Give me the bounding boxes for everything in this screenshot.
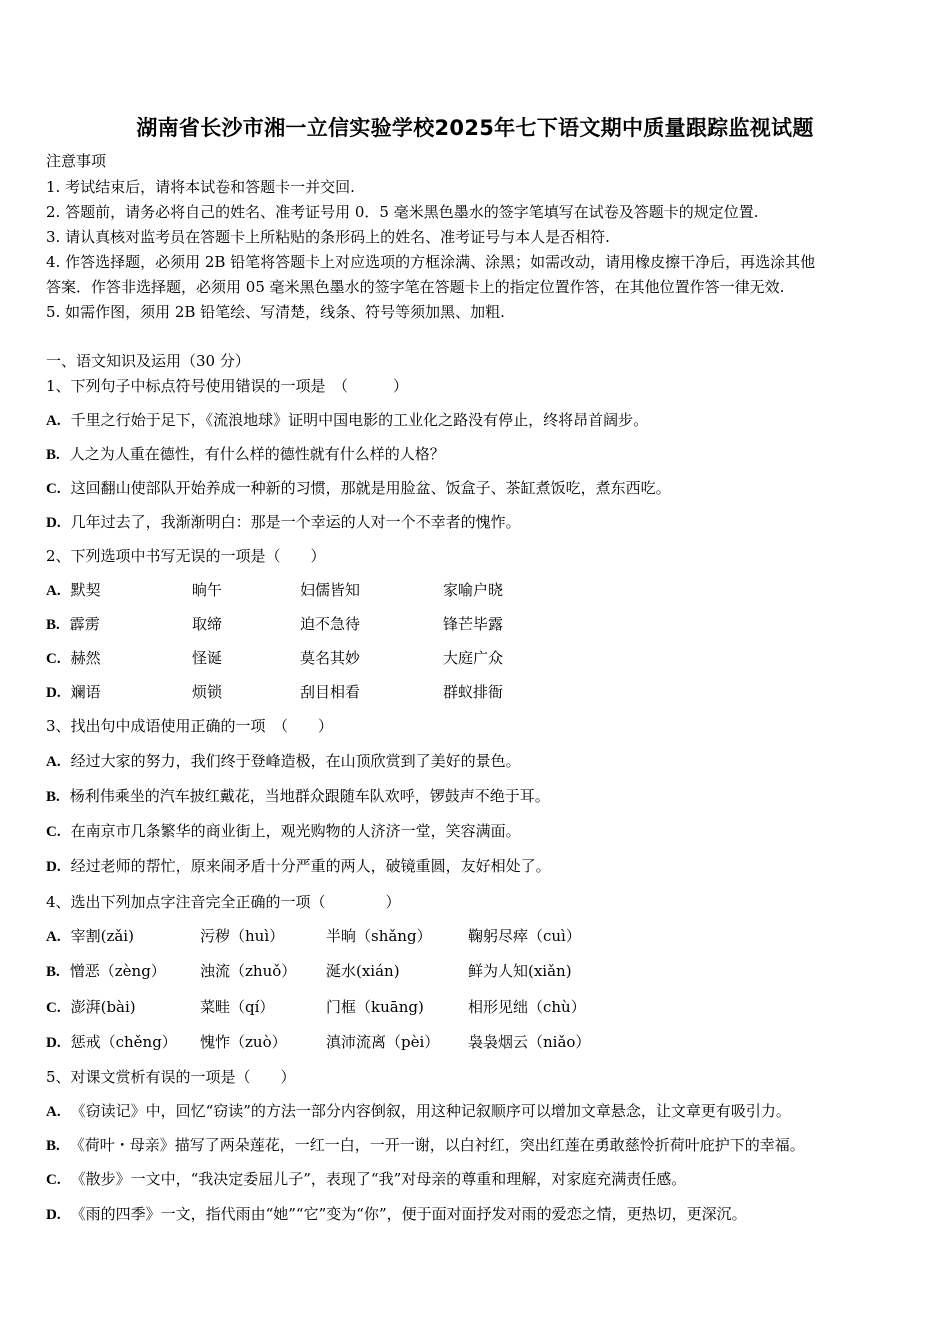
question-5-stem: 5、对课文赏析有误的一项是（ ） <box>46 1068 296 1086</box>
option-text: 《雨的四季》一文，指代雨由“她”“它”变为“你”，便于面对面抒发对雨的爱恋之情，更热切，更深沉。 <box>70 1205 747 1223</box>
notice-item: 4. 作答选择题，必须用 2B 铅笔将答题卡上对应选项的方框涂满、涂黑；如需改动，请用橡皮擦干净后，再选涂其他 <box>46 253 816 271</box>
option-word: 取缔 <box>192 615 223 633</box>
option-label: A. <box>46 1104 61 1120</box>
option-word: 默契 <box>70 581 101 599</box>
notice-item: 3. 请认真核对监考员在答题卡上所粘贴的条形码上的姓名、准考证号与本人是否相符. <box>46 228 610 246</box>
question-4-stem: 4、选出下列加点字注音完全正确的一项（ ） <box>46 893 401 911</box>
option-text: 几年过去了，我渐渐明白：那是一个幸运的人对一个不幸者的愧怍。 <box>70 513 521 531</box>
question-1-option-c <box>46 479 671 498</box>
option-label: D. <box>46 515 61 531</box>
option-label: B. <box>46 964 60 980</box>
option-word: 怪诞 <box>192 649 223 667</box>
question-3-option-c <box>46 822 521 841</box>
option-text: 杨利伟乘坐的汽车披红戴花，当地群众跟随车队欢呼，锣鼓声不绝于耳。 <box>69 787 550 805</box>
option-text: 经过大家的努力，我们终于登峰造极，在山顶欣赏到了美好的景色。 <box>70 752 521 770</box>
option-label: A. <box>46 583 61 599</box>
question-5-option-d <box>46 1205 747 1224</box>
exam-title: 湖南省长沙市湘一立信实验学校2025年七下语文期中质量跟踪监视试题 <box>136 116 814 140</box>
question-1-option-d <box>46 513 521 532</box>
question-2-option-c <box>46 649 101 668</box>
option-word: 迫不急待 <box>300 615 361 633</box>
option-word: 浊流（zhuǒ） <box>200 962 297 980</box>
option-word: 憎恶（zèng） <box>69 962 166 980</box>
option-label: D. <box>46 1035 61 1051</box>
option-word: 菜畦（qí） <box>200 998 275 1016</box>
option-label: C. <box>46 1000 61 1016</box>
option-text: 在南京市几条繁华的商业街上，观光购物的人济济一堂，笑容满面。 <box>70 822 521 840</box>
option-text: 千里之行始于足下，《流浪地球》证明中国电影的工业化之路没有停止，终将昂首阔步。 <box>70 411 649 429</box>
option-label: D. <box>46 685 61 701</box>
option-word: 晌午 <box>192 581 223 599</box>
option-word: 袅袅烟云（niǎo） <box>468 1033 591 1051</box>
option-text: 这回翻山使部队开始养成一种新的习惯，那就是用脸盆、饭盒子、茶缸煮饭吃，煮东西吃。 <box>70 479 671 497</box>
option-text: 《荷叶・母亲》描写了两朵莲花，一红一白，一开一谢，以白衬红，突出红莲在勇敢慈怜折荷叶庇护下的幸福。 <box>69 1136 805 1154</box>
option-label: C. <box>46 651 61 667</box>
question-5-option-c <box>46 1170 686 1189</box>
question-4-option-d <box>46 1033 177 1052</box>
option-label: C. <box>46 1172 61 1188</box>
notice-item: 1. 考试结束后，请将本试卷和答题卡一并交回. <box>46 178 355 196</box>
option-label: B. <box>46 1138 60 1154</box>
question-2-option-d <box>46 683 101 702</box>
notice-heading: 注意事项 <box>46 152 107 170</box>
question-2-stem: 2、下列选项中书写无误的一项是（ ） <box>46 547 326 565</box>
question-1-stem: 1、下列句子中标点符号使用错误的一项是 （ ） <box>46 377 409 395</box>
option-word: 烦锁 <box>192 683 223 701</box>
option-word: 群蚁排衙 <box>443 683 504 701</box>
option-text: 经过老师的帮忙，原来闹矛盾十分严重的两人，破镜重圆，友好相处了。 <box>70 857 551 875</box>
option-word: 惩戒（chěng） <box>70 1033 177 1051</box>
option-word: 家喻户晓 <box>443 581 504 599</box>
option-label: D. <box>46 1207 61 1223</box>
option-text: 《窃读记》中，回忆“窃读”的方法一部分内容倒叙，用这种记叙顺序可以增加文章悬念，让文章更有吸引力。 <box>70 1102 791 1120</box>
option-word: 相形见绌（chù） <box>468 998 586 1016</box>
option-word: 半晌（shǎng） <box>326 927 432 945</box>
question-3-option-d <box>46 857 551 876</box>
option-label: A. <box>46 413 61 429</box>
option-word: 大庭广众 <box>443 649 504 667</box>
question-4-option-b <box>46 962 166 981</box>
option-word: 澎湃(bài) <box>70 998 136 1016</box>
option-label: B. <box>46 789 60 805</box>
option-word: 愧怍（zuò） <box>200 1033 287 1051</box>
option-word: 妇儒皆知 <box>300 581 361 599</box>
question-4-option-a <box>46 927 134 946</box>
question-2-option-b <box>46 615 100 634</box>
notice-item: 5. 如需作图，须用 2B 铅笔绘、写清楚，线条、符号等须加黑、加粗. <box>46 303 505 321</box>
option-label: C. <box>46 481 61 497</box>
option-word: 滇沛流离（pèi） <box>326 1033 440 1051</box>
question-3-option-a <box>46 752 521 771</box>
question-3-option-b <box>46 787 550 806</box>
option-word: 鞠躬尽瘁（cuì） <box>468 927 581 945</box>
option-word: 斓语 <box>70 683 101 701</box>
notice-item: 答案．作答非选择题，必须用 05 毫米黑色墨水的签字笔在答题卡上的指定位置作答，在其他位置作答一律无效. <box>46 278 785 296</box>
section-heading: 一、语文知识及运用（30 分） <box>46 352 250 370</box>
option-text: 《散步》一文中，“我决定委屈儿子”，表现了“我”对母亲的尊重和理解，对家庭充满责任感。 <box>70 1170 687 1188</box>
option-label: A. <box>46 929 61 945</box>
question-3-stem: 3、找出句中成语使用正确的一项 （ ） <box>46 717 334 735</box>
question-2-option-a <box>46 581 101 600</box>
option-word: 门框（kuāng) <box>326 998 424 1016</box>
option-word: 鲜为人知(xiǎn) <box>468 962 572 980</box>
question-1-option-a <box>46 411 648 430</box>
question-1-option-b <box>46 445 445 464</box>
notice-item: 2. 答题前，请务必将自己的姓名、准考证号用 0．5 毫米黑色墨水的签字笔填写在试卷及答题卡的规定位置. <box>46 203 759 221</box>
question-4-option-c <box>46 998 136 1017</box>
option-label: A. <box>46 754 61 770</box>
option-label: C. <box>46 824 61 840</box>
question-5-option-b <box>46 1136 805 1155</box>
option-word: 污秽（huì） <box>200 927 285 945</box>
option-label: B. <box>46 617 60 633</box>
option-word: 刮目相看 <box>300 683 361 701</box>
option-word: 霹雳 <box>69 615 100 633</box>
option-word: 宰割(zǎi) <box>70 927 134 945</box>
option-label: D. <box>46 859 61 875</box>
question-5-option-a <box>46 1102 791 1121</box>
option-text: 人之为人重在德性，有什么样的德性就有什么样的人格？ <box>69 445 445 463</box>
option-word: 莫名其妙 <box>300 649 361 667</box>
option-label: B. <box>46 447 60 463</box>
option-word: 锋芒毕露 <box>443 615 504 633</box>
option-word: 赫然 <box>70 649 101 667</box>
option-word: 涎水(xián) <box>326 962 400 980</box>
